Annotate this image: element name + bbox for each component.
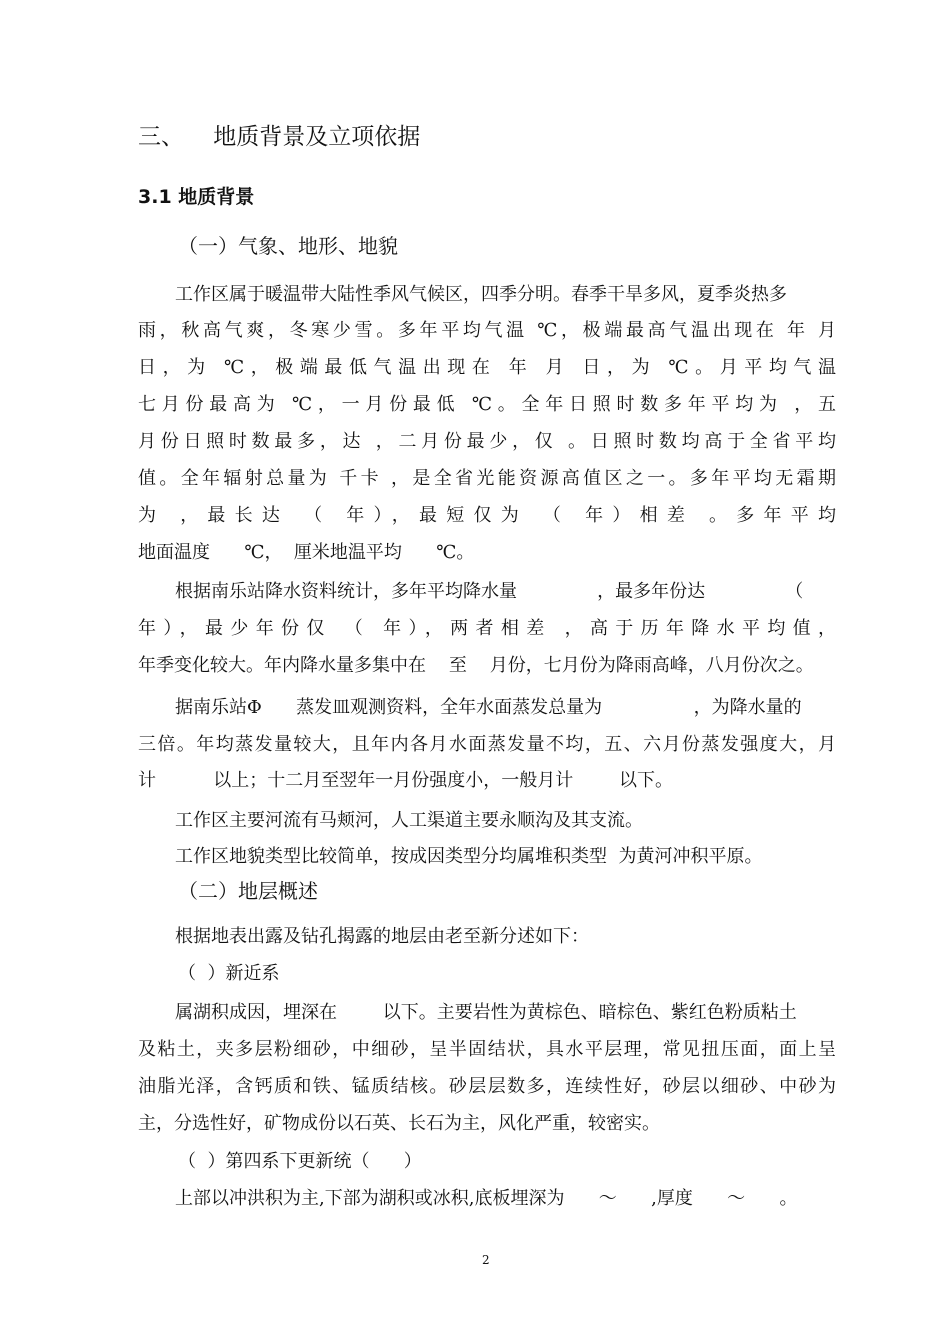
neogene-line: 及粘土，夹多层粉细砂，中细砂，呈半固结状，具水平层理，常见扭压面，面上呈 (138, 1039, 836, 1060)
quaternary-heading: （ ）第四系下更新统（ ） (178, 1151, 422, 1172)
evap-line: 三倍。年均蒸发量较大，且年内各月水面蒸发量不均，五、六月份蒸发强度大，月 (138, 734, 836, 755)
evap-line: 据南乐站Φ 蒸发皿观测资料，全年水面蒸发总量为 ，为降水量的 (175, 697, 802, 718)
climate-line: 地面温度 ℃， 厘米地温平均 ℃。 (138, 542, 475, 563)
heading-strata: （二）地层概述 (178, 879, 318, 903)
neogene-line: 油脂光泽，含钙质和铁、锰质结核。砂层层数多，连续性好，砂层以细砂、中砂为 (138, 1076, 836, 1097)
climate-line: 值。全年辐射总量为 千卡 ，是全省光能资源高值区之一。多年平均无霜期 (138, 468, 836, 489)
subsection-title: 3.1 地质背景 (138, 186, 255, 208)
precip-line: 年），最少年份仅 （ 年），两者相差 ，高于历年降水平均值， (138, 618, 836, 639)
neogene-heading: （ ）新近系 (178, 963, 280, 984)
precip-line: 年季变化较大。年内降水量多集中在 至 月份，七月份为降雨高峰，八月份次之。 (138, 655, 814, 676)
climate-line: 日，为 ℃，极端最低气温出现在 年 月 日，为 ℃。月平均气温 (138, 357, 836, 378)
climate-line: 为 ，最长达 （ 年），最短仅为 （ 年）相差 。多年平均 (138, 505, 836, 526)
neogene-line: 主，分选性好，矿物成份以石英、长石为主，风化严重，较密实。 (138, 1113, 660, 1134)
climate-line: 七月份最高为 ℃，一月份最低 ℃。全年日照时数多年平均为 ，五 (138, 394, 836, 415)
page-number: 2 (482, 1253, 490, 1267)
climate-line: 月份日照时数最多，达 ，二月份最少，仅 。日照时数均高于全省平均 (138, 431, 836, 452)
climate-line: 雨，秋高气爽，冬寒少雪。多年平均气温 ℃，极端最高气温出现在 年 月 (138, 320, 836, 341)
climate-line: 工作区属于暖温带大陆性季风气候区，四季分明。春季干旱多风，夏季炎热多 (175, 284, 787, 305)
neogene-line: 属湖积成因，埋深在 以下。主要岩性为黄棕色、暗棕色、紫红色粉质粘土 (175, 1002, 797, 1023)
evap-line: 计 以上；十二月至翌年一月份强度小，一般月计 以下。 (138, 770, 673, 791)
section-title: 三、 地质背景及立项依据 (138, 124, 421, 150)
strata-intro: 根据地表出露及钻孔揭露的地层由老至新分述如下： (175, 926, 589, 947)
landform-line: 工作区地貌类型比较简单，按成因类型分均属堆积类型 为黄河冲积平原。 (175, 846, 763, 867)
rivers-line: 工作区主要河流有马颊河，人工渠道主要永顺沟及其支流。 (175, 810, 643, 831)
heading-climate: （一）气象、地形、地貌 (178, 234, 398, 258)
precip-line: 根据南乐站降水资料统计，多年平均降水量 ，最多年份达 （ (175, 581, 804, 602)
quaternary-line: 上部以冲洪积为主,下部为湖积或冰积,底板埋深为 ～ ,厚度 ～ 。 (175, 1188, 798, 1209)
